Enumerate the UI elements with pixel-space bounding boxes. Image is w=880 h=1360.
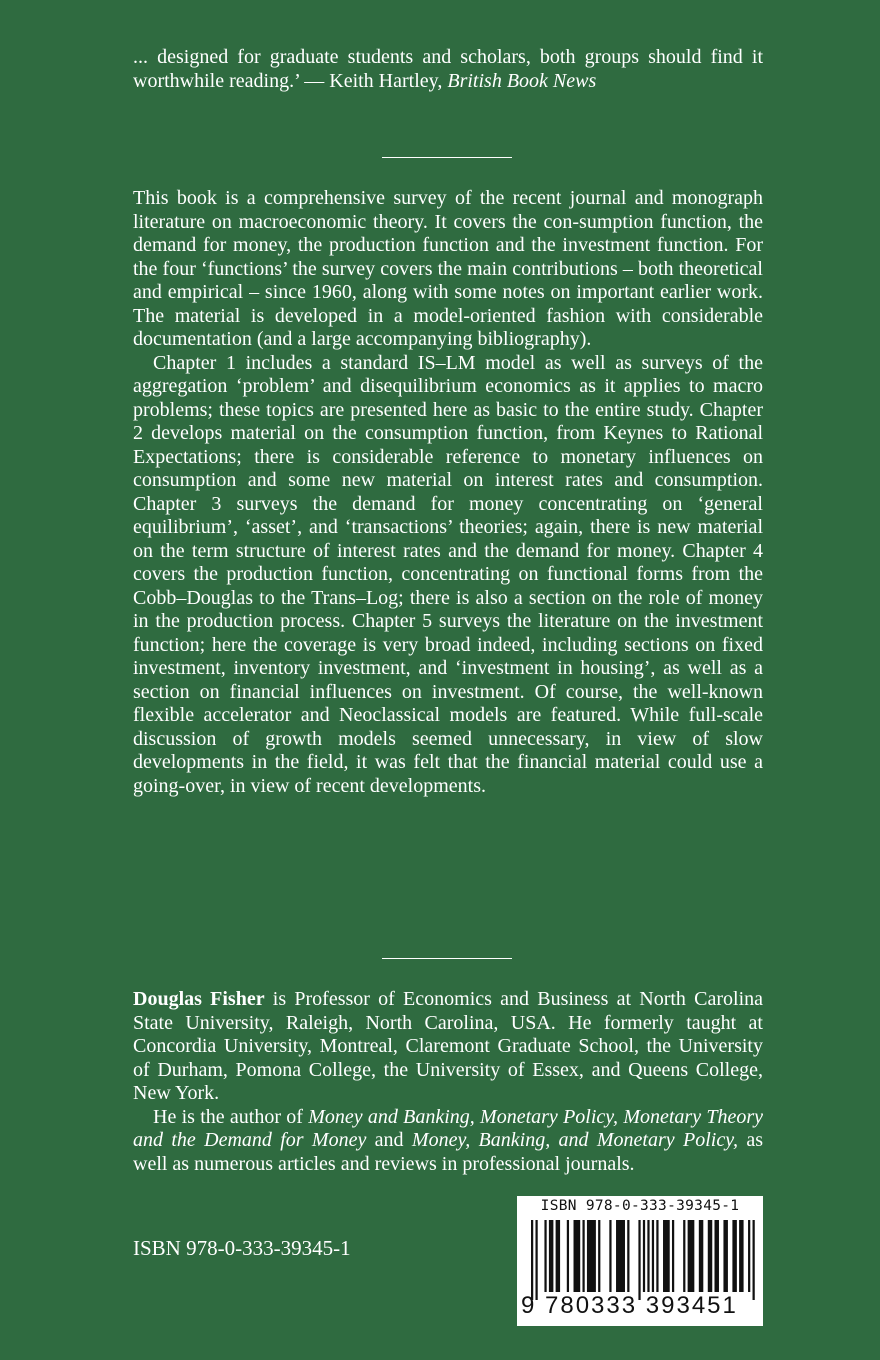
divider-rule — [382, 958, 512, 959]
book-description — [133, 187, 763, 798]
barcode-bar — [663, 1220, 670, 1292]
quote-source: British Book News — [447, 69, 597, 92]
quote-dash: — — [299, 69, 330, 92]
description-paragraph-1: This book is a comprehensive survey of the recent journal and monograph literature on macroeconomic theory. It covers the con-sumption function, the demand for money, the production function and the investment function. For the four ‘functions’ the survey covers the main contributions – both theoretical and empirical – since 1960, along with some notes on important earlier work. The material is developed in a model-oriented fashion with considerable documentation (and a large accompanying bibliography). — [133, 187, 763, 350]
barcode-bar — [732, 1220, 736, 1292]
barcode-bar — [723, 1220, 727, 1292]
barcode-bar — [531, 1220, 533, 1300]
barcode-bar — [683, 1220, 685, 1292]
barcode-bar — [544, 1220, 546, 1292]
barcode-bar — [549, 1220, 553, 1292]
barcode-bar — [582, 1220, 584, 1292]
bio-rest: as well as numerous articles and reviews in professional journals. — [133, 1129, 763, 1175]
barcode-bar — [567, 1220, 569, 1292]
quote-author: Keith Hartley, — [329, 69, 443, 92]
barcode — [517, 1196, 763, 1326]
author-name: Douglas Fisher — [133, 988, 265, 1010]
barcode-bar — [638, 1220, 640, 1300]
barcode-bar — [753, 1220, 755, 1300]
bio-paragraph-1: is Professor of Economics and Business at North Carolina State University, Raleigh, North Carolina, USA. He formerly taught at Concordia University, Montreal, Claremont Graduate School, the University of Durham, Pomona College, the University of Essex, and Queens College, New York. — [133, 988, 764, 1104]
barcode-isbn-text: ISBN 978-0-333-39345-1 — [540, 1198, 740, 1214]
barcode-bar — [627, 1220, 629, 1292]
barcode-bar — [656, 1220, 658, 1292]
barcode-bar — [556, 1220, 560, 1292]
review-quote — [133, 46, 763, 93]
quote-text: ... designed for graduate students and scholars, both groups should find it worthwhile reading.’ — [133, 46, 763, 92]
barcode-bar — [609, 1220, 611, 1292]
barcode-bars — [531, 1220, 757, 1300]
barcode-bar — [616, 1220, 625, 1292]
barcode-bar — [535, 1220, 537, 1300]
barcode-bar — [748, 1220, 750, 1292]
bio-and: and — [366, 1129, 412, 1151]
barcode-bar — [647, 1220, 649, 1292]
barcode-bar — [739, 1220, 743, 1292]
barcode-bar — [714, 1220, 718, 1292]
author-bio — [133, 988, 763, 1176]
barcode-digits: 9 780333 393451 — [521, 1292, 738, 1319]
barcode-bar — [587, 1220, 596, 1292]
description-paragraph-2: Chapter 1 includes a standard IS–LM model as well as surveys of the aggregation ‘problem’ and disequilibrium economics as it applies to macro problems; these topics are presented here as basic to the entire study. Chapter 2 develops material on the consumption function, from Keynes to Rational Expectations; there is considerable reference to monetary influences on consumption and some new material on interest rates and consumption. Chapter 3 surveys the demand for money concentrating on ‘general equilibrium’, ‘asset’, and ‘transactions’ theories; again, there is new material on the term structure of interest rates and the demand for money. Chapter 4 covers the production function, concentrating on functional forms from the Cobb–Douglas to the Trans–Log; there is also a section on the role of money in the production process. Chapter 5 surveys the literature on the investment function; here the coverage is very broad indeed, including sections on fixed investment, inventory investment, and ‘investment in housing’, as well as a section on financial influences on investment. Of course, the well-known flexible accelerator and Neoclassical models are featured. While full-scale discussion of growth models seemed unnecessary, in view of slow developments in the field, it was felt that the financial material could use a going-over, in view of recent developments. — [133, 351, 763, 797]
barcode-bar — [643, 1220, 645, 1292]
barcode-bar — [598, 1220, 600, 1292]
barcode-bar — [688, 1220, 695, 1292]
barcode-bar — [672, 1220, 674, 1292]
book-title-1: Money and Banking, Monetary Policy, Monetary Theory and the Demand for Money — [133, 1105, 763, 1151]
barcode-bar — [574, 1220, 581, 1292]
barcode-bar — [699, 1220, 703, 1292]
isbn-label: ISBN 978-0-333-39345-1 — [133, 1236, 351, 1260]
barcode-bar — [652, 1220, 654, 1292]
bio-intro: He is the author of — [153, 1105, 309, 1128]
divider-rule — [382, 157, 512, 158]
book-title-2: Money, Banking, and Monetary Policy, — [411, 1129, 738, 1151]
barcode-bar — [708, 1220, 712, 1292]
